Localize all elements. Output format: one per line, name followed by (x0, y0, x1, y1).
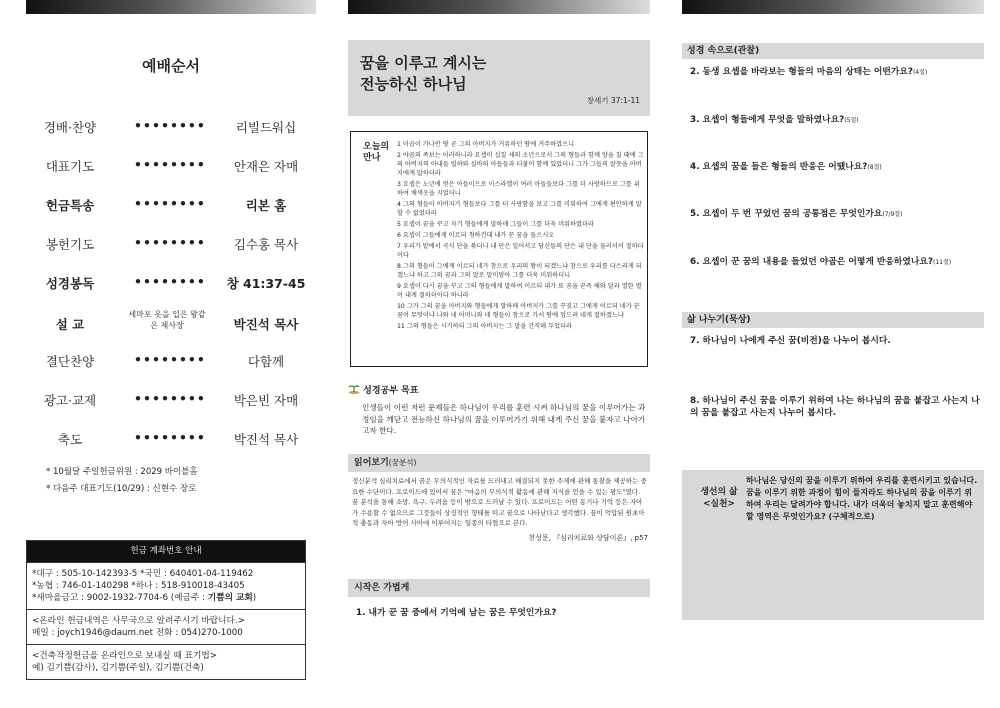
order-row (26, 157, 316, 179)
study-goal (348, 383, 650, 437)
offering-account-box (26, 540, 306, 680)
account-holder: 기쁨의 교회 (207, 593, 253, 603)
order-item-person: 김수홍 목사 (233, 237, 299, 252)
reading-bar-subtitle: (꿈분석) (388, 458, 417, 467)
online-contact: 메일 : joych1946@daum.net 전화 : 054)270-1000 (32, 628, 243, 638)
order-row (26, 196, 316, 218)
title-line: 전능하신 하나님 (360, 75, 467, 93)
reading-bar-title: 읽어보기 (354, 458, 389, 468)
question-2: 2. 동생 요셉을 바라보는 형들의 마음의 상태는 어떤가요?(4절) (690, 67, 928, 77)
account-close: ) (252, 593, 257, 603)
order-item-name: 성경봉독 (45, 276, 95, 291)
building-example: 예) 김기쁨(감사), 김기쁨(주일), 김기쁨(건축) (32, 663, 204, 673)
online-title: <온라인 헌금내역은 사무국으로 알려주시기 바랍니다.> (32, 616, 245, 626)
verse: 11 그의 형들은 시기하되 그의 아버지는 그 말을 간직해 두었더라 (397, 323, 573, 330)
reading-section-bar (348, 454, 650, 472)
order-dots: •••••••• (134, 157, 206, 172)
question-4: 4. 요셉의 꿈을 들은 형들의 반응은 어땠나요?(8절) (690, 162, 882, 172)
account-list (27, 562, 305, 609)
study-panel (682, 0, 984, 708)
account-text: *새마을금고 : 9002-1932-7704-6 (예금주 : (32, 593, 208, 603)
goal-title: 성경공부 목표 (363, 386, 419, 396)
order-item-name: 광고·교제 (43, 393, 97, 408)
verse: 10 그가 그의 꿈을 아버지와 형들에게 말하매 아버지가 그를 꾸짖고 그에게 이르되 네가 꾼 꿈이 무엇이냐 나와 네 어머니와 네 형들이 참으로 가서 땅에 엎드려 네게 절하겠느냐 (397, 303, 640, 319)
header-gradient-bar (348, 0, 650, 14)
header-gradient-bar (26, 0, 316, 14)
order-row (26, 274, 316, 296)
order-dots: •••••••• (134, 274, 206, 289)
worship-panel (26, 0, 316, 708)
reading-paragraph: 정신분석 심리치료에서 꿈은 무의식적인 자료를 드러내고 해결되지 못한 주제에 관해 통찰을 제공하는 중요한 수단이다. 프로이드에 있어서 꿈은 "마음의 무의식적 활동에 관해 지식을 얻을 수 있는 왕도"였다. 꿈 분석을 통해 소망, 욕구, 두려움 등이 밖으로 드러날 수 있다. 프로이드는 어떤 동기나 기억 등은 자아가 수용할 수 없으므로 그것들이 상징적인 형태를 띠고 꿈으로 나타난다고 생각했다. 꿈이 억압된 원초아적 충동과 자아 방어 사이에 이루어지는 일종의 타협으로 본다. (352, 477, 647, 527)
order-item-name: 헌금특송 (45, 198, 95, 213)
order-item-person: 리본 홈 (245, 198, 287, 213)
order-item-person: 박진석 목사 (233, 317, 299, 332)
scripture-reading-box (350, 131, 648, 367)
order-item-name: 축도 (57, 432, 83, 447)
verse: 6 요셉이 그들에게 이르되 청하건대 내가 꾼 꿈을 들으시오 (397, 232, 555, 239)
offering-header: 헌금 계좌번호 안내 (27, 541, 305, 562)
verse: 2 야곱의 족보는 이러하니라 요셉이 십칠 세의 소년으로서 그의 형들과 함께 양을 칠 때에 그의 아버지의 아내들 빌하와 실바의 아들들과 더불어 함께 있었더니 그가 그들의 잘못을 아버지에게 말하더라 (397, 152, 644, 177)
note-line: * 다음주 대표기도(10/29) : 신현수 장로 (46, 484, 197, 494)
start-section-bar: 시작은 가볍게 (348, 579, 650, 597)
verse: 5 요셉이 꿈을 꾸고 자기 형들에게 말하매 그들이 그를 더욱 미워하였더라 (397, 221, 594, 228)
header-gradient-bar (682, 0, 984, 14)
life-practice-text: 하나님은 당신의 꿈을 이루기 위하여 우리를 훈련시키고 있습니다. 꿈을 이루기 위한 과정이 힘이 들지라도 하나님의 꿈을 이루기 위하여 우리는 달려가야 합니다. 내가 더욱더 놓치지 말고 훈련해야 할 영역은 무엇인가요? (구체적으로) (746, 476, 978, 521)
verse: 9 요셉이 다시 꿈을 꾸고 그의 형들에게 말하여 이르되 내가 또 꿈을 꾼즉 해와 달과 열한 별이 내게 절하더이다 하니라 (397, 283, 642, 299)
life-label: 생선의 삶 <실천> (700, 487, 738, 509)
note-line: * 10월달 주일헌금위원 : 2029 바이블홈 (46, 467, 198, 477)
question-5: 5. 요셉이 두 번 꾸었던 꿈의 공통점은 무엇인가요(7/9절) (690, 209, 903, 219)
reading-citation: 천성문, 『심리치료와 상담이론』, p57 (528, 533, 648, 542)
question-3: 3. 요셉이 형들에게 무엇을 말하였나요?(5절) (690, 115, 859, 125)
question-1: 1. 내가 꾼 꿈 중에서 기억에 남는 꿈은 무엇인가요? (356, 608, 557, 618)
account-line: *농협 : 746-01-140298 *하나 : 518-910018-43405 (32, 581, 245, 591)
building-offering-info (27, 644, 305, 679)
order-dots: •••••••• (134, 430, 206, 445)
order-item-name: 결단찬양 (45, 354, 95, 369)
order-item-name: 경배·찬양 (43, 120, 97, 135)
order-item-person: 다함께 (247, 354, 285, 369)
order-row (26, 352, 316, 374)
order-row (26, 391, 316, 413)
question-6: 6. 요셉이 꾼 꿈의 내용을 들었던 야곱은 어떻게 반응하였나요?(11절) (690, 257, 952, 267)
order-item-name: 설 교 (55, 317, 85, 332)
order-dots: •••••••• (134, 196, 206, 211)
verse: 7 우리가 밭에서 곡식 단을 묶더니 내 단은 일어서고 당신들의 단은 내 단을 둘러서서 절하더이다 (397, 243, 644, 259)
worship-order-title: 예배순서 (142, 57, 200, 75)
goal-text: 인생들이 이런 저런 문제들은 하나님이 우리를 훈련 시켜 하나님의 꿈을 이루어가는 과정임을 깨닫고 전능하신 하나님의 꿈을 이루어가기 위해 내게 주신 꿈을 붙자고 나아가고자 한다. (362, 403, 646, 435)
order-item-person: 박은빈 자매 (233, 393, 299, 408)
order-row (26, 430, 316, 452)
verse: 3 요셉은 노년에 얻은 아들이므로 이스라엘이 여러 아들들보다 그를 더 사랑하므로 그를 위하여 채색옷을 지었더니 (397, 181, 640, 197)
order-item-person: 리빌드워십 (235, 120, 297, 135)
order-dots: •••••••• (134, 391, 206, 406)
building-title: <건축작정헌금을 온라인으로 보내실 때 표기법> (32, 651, 218, 661)
order-item-person: 안재은 자매 (233, 159, 299, 174)
question-7: 7. 하나님이 나에게 주신 꿈(비전)을 나누어 봅시다. (690, 336, 891, 346)
order-item-name: 봉헌기도 (45, 237, 95, 252)
sermon-title-box (348, 40, 650, 116)
order-row (26, 118, 316, 140)
verse: 1 이곱이 가나안 땅 곧 그의 아버지가 거류하던 땅에 거주하였으니 (397, 141, 575, 148)
order-row (26, 310, 316, 337)
title-line: 꿈을 이루고 계시는 (360, 54, 487, 72)
order-item-person: 창 41:37-45 (226, 276, 306, 291)
worship-notes (46, 464, 198, 498)
sermon-panel (348, 0, 650, 708)
order-item-name: 대표기도 (45, 159, 95, 174)
online-offering-info (27, 609, 305, 644)
goal-heading (348, 383, 650, 396)
island-icon (348, 384, 360, 394)
order-dots: •••••••• (134, 352, 206, 367)
reading-label: 오늘의 만나 (363, 142, 390, 163)
verse-list (397, 140, 645, 333)
verse: 4 그의 형들이 아버지가 형들보다 그를 더 사랑함을 보고 그를 미워하여 그에게 편안하게 말할 수 없었더라 (397, 201, 642, 217)
scripture-reference: 창세기 37:1-11 (586, 96, 640, 105)
order-row (26, 235, 316, 257)
account-line (32, 592, 300, 604)
sermon-title: 세마포 옷을 입은 왕같은 제사장 (128, 310, 206, 330)
account-line: *대구 : 505-10-142393-5 *국민 : 640401-04-119462 (32, 569, 254, 579)
order-dots: •••••••• (134, 235, 206, 250)
reading-text (352, 476, 648, 543)
sermon-main-title (360, 53, 486, 95)
question-8: 8. 하나님이 주신 꿈을 이루기 위하여 나는 하나님의 꿈을 붙잡고 사는지 나의 꿈을 붙잡고 사는지 나누어 봅시다. (690, 396, 980, 418)
meditation-section-bar: 삶 나누기(묵상) (682, 312, 984, 328)
order-item-person: 박진석 목사 (233, 432, 299, 447)
observation-section-bar: 성경 속으로(관찰) (682, 43, 984, 59)
life-practice-box (682, 470, 984, 620)
order-dots: •••••••• (134, 118, 206, 133)
verse: 8 그의 형들이 그에게 이르되 네가 참으로 우리의 왕이 되겠느냐 참으로 우리를 다스리게 되겠느냐 하고 그의 꿈과 그의 말로 말미암아 그를 더욱 미워하더니 (397, 263, 642, 279)
